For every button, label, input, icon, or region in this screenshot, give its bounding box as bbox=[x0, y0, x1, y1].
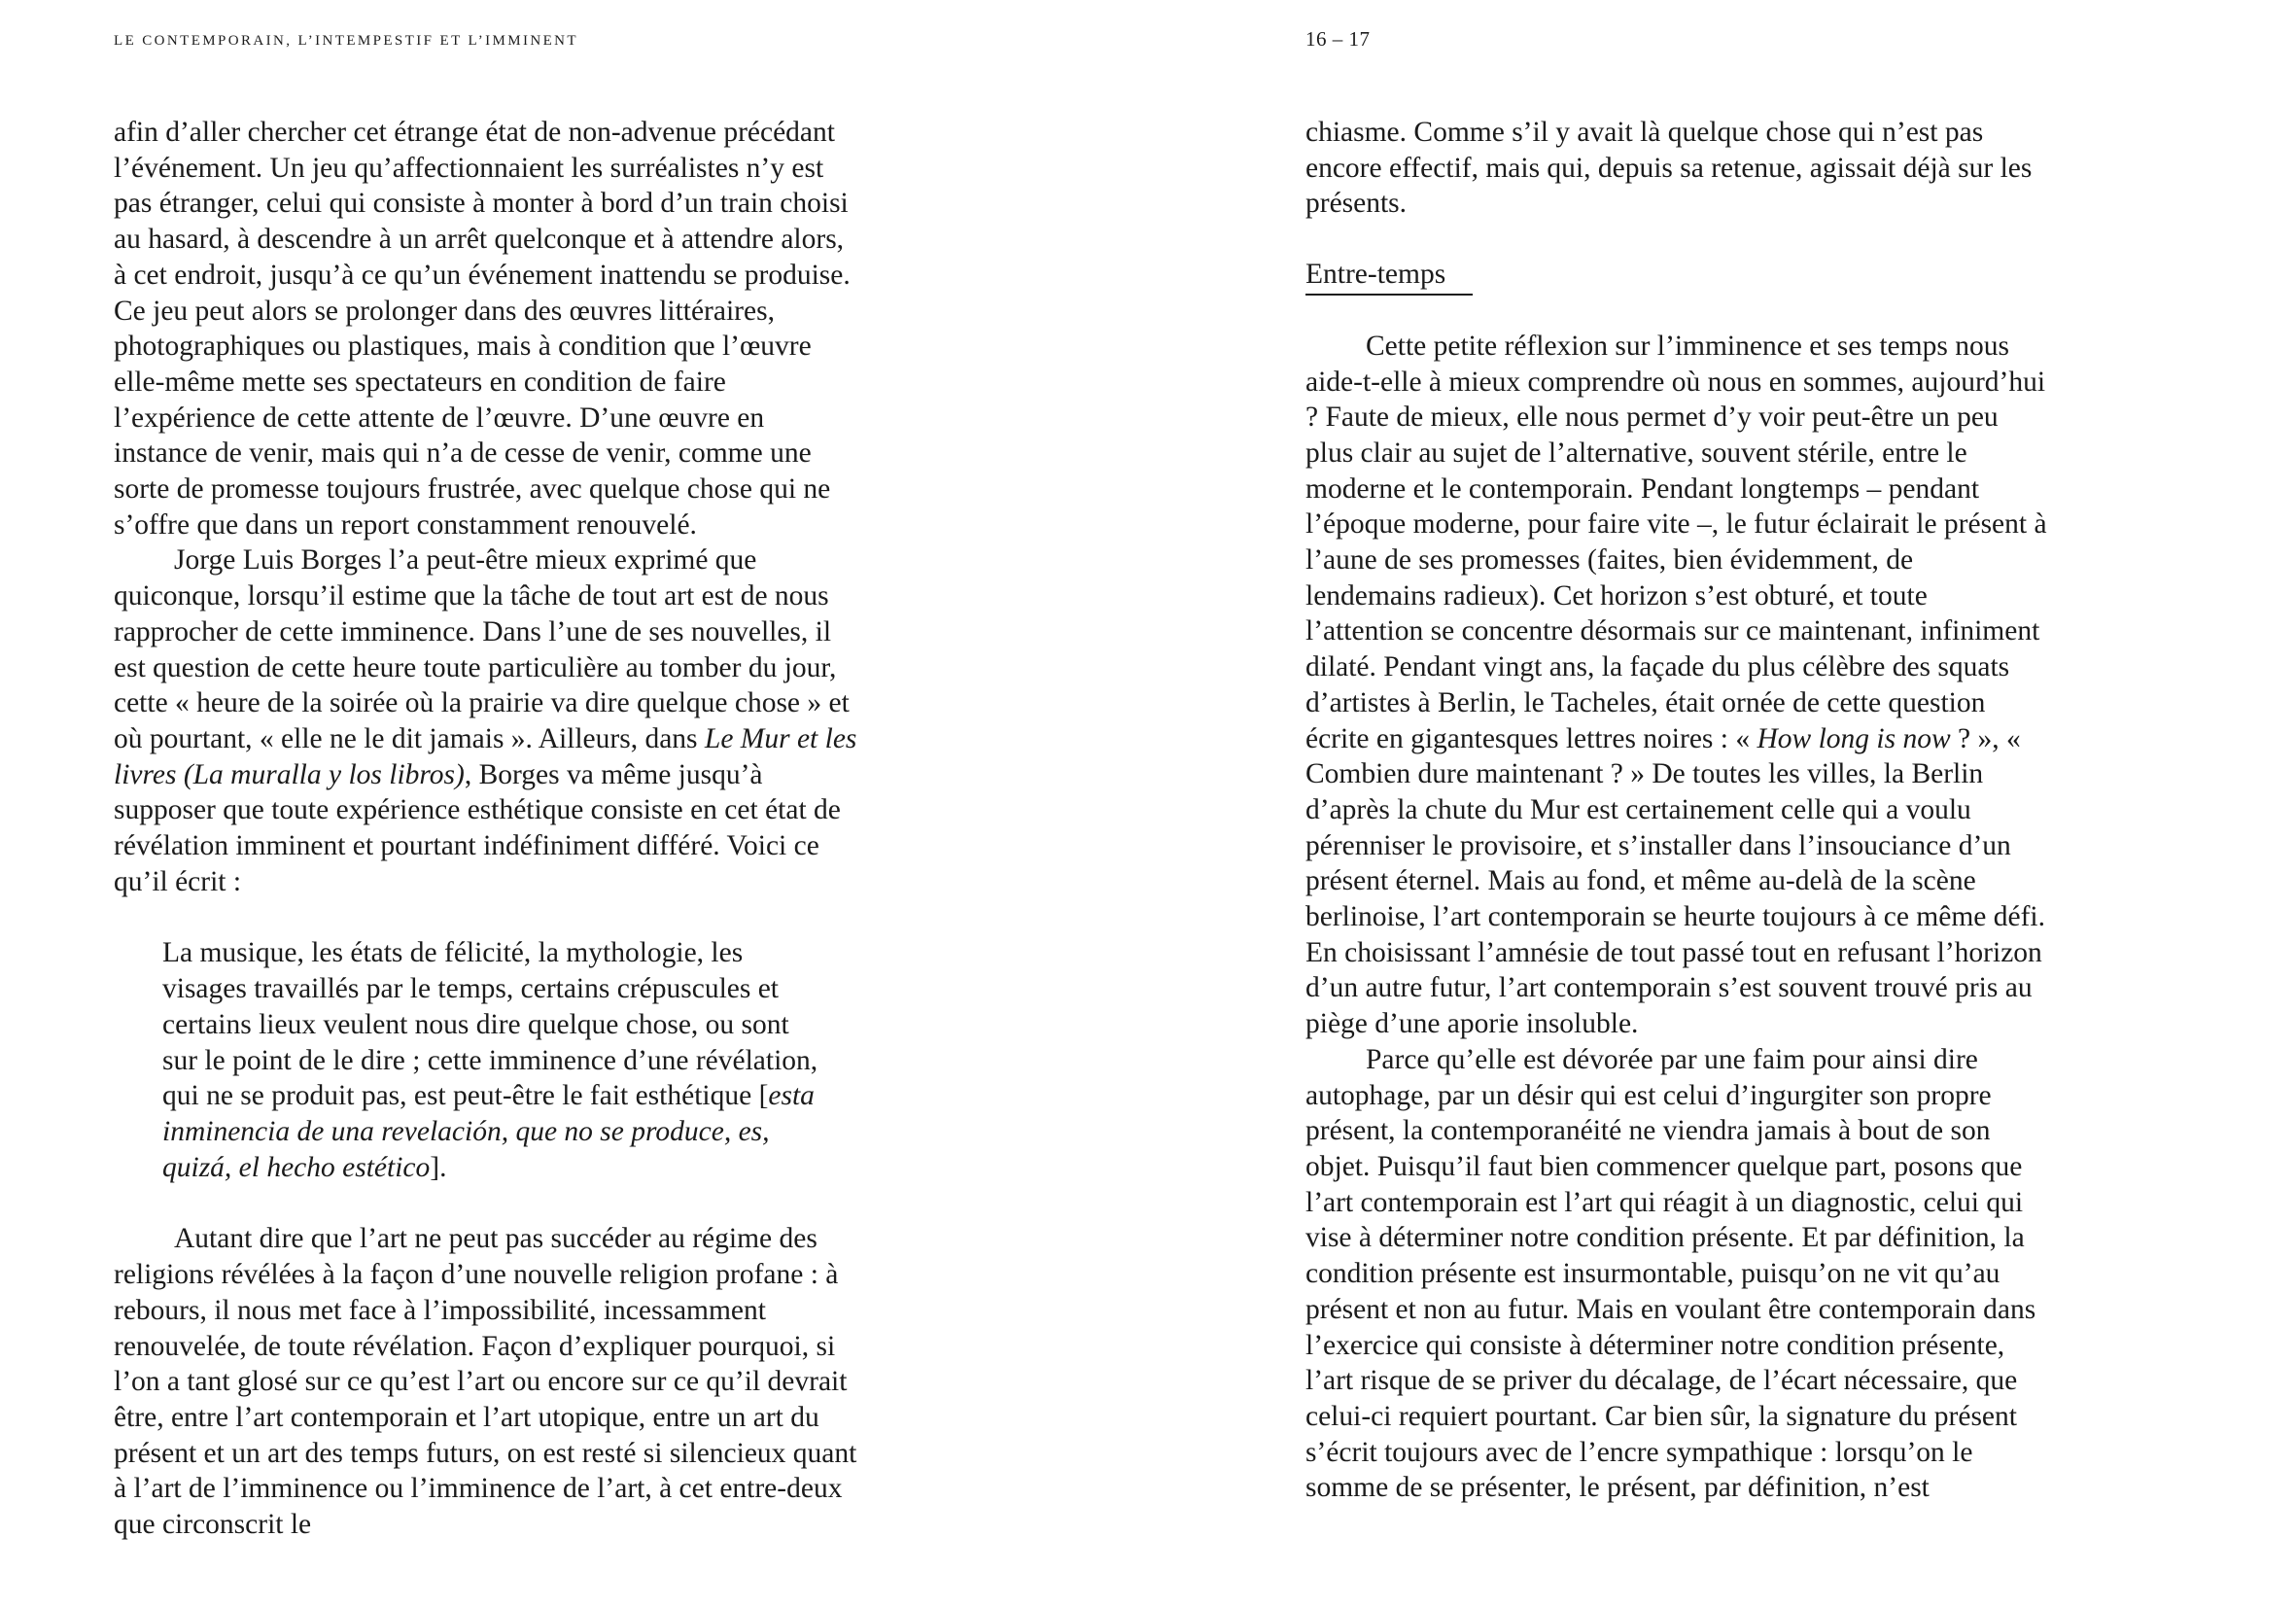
paragraph bbox=[114, 542, 858, 899]
running-title: LE CONTEMPORAIN, L’INTEMPESTIF ET L’IMMINENT bbox=[114, 33, 578, 49]
body-text: La musique, les états de félicité, la mythologie, les visages travaillés par le temps, certains crépuscules et certains lieux veulent nous dire quelque chose, ou sont sur le point de le dire ; cette imminence d’une révélation, qui ne se produit pas, est peut-être le fait esthétique [ bbox=[162, 937, 818, 1112]
body-text: chiasme. Comme s’il y avait là quelque chose qui n’est pas encore effectif, mais qui, depuis sa retenue, agissait déjà sur les présents. bbox=[1305, 117, 2033, 220]
italic-text: esta inminencia de una revelación, que no se produce, es, quizá, el hecho estético bbox=[162, 1080, 815, 1183]
paragraph bbox=[114, 115, 858, 542]
body-text: Cette petite réflexion sur l’imminence et ses temps nous aide-t-elle à mieux comprendre où nous en sommes, aujourd’hui ? Faute de mieux, elle nous permet d’y voir peut-être un peu plus clair au sujet de l’alternative, souvent stérile, entre le moderne et le contemporain. Pendant longtemps – pendant l’époque moderne, pour faire vite –, le futur éclairait le présent à l’aune de ses promesses (faites, bien évidemment, de lendemains radieux). Cet horizon s’est obturé, et toute l’attention se concentre désormais sur ce maintenant, infiniment dilaté. Pendant vingt ans, la façade du plus célèbre des squats d’artistes à Berlin, le Tacheles, était ornée de cette question écrite en gigantesques lettres noires : « bbox=[1305, 330, 2047, 754]
block-quote bbox=[162, 935, 819, 1185]
left-page-column bbox=[114, 115, 858, 1543]
page-number: 16 – 17 bbox=[1305, 27, 1371, 51]
body-text: ]. bbox=[430, 1151, 447, 1183]
italic-text: How long is now bbox=[1757, 722, 1951, 754]
body-text: afin d’aller chercher cet étrange état de non-advenue précédant l’événement. Un jeu qu’affectionnaient les surréalistes n’y est pas étranger, celui qui consiste à monter à bord d’un train choisi au hasard, à descendre à un arrêt quelconque et à attendre alors, à cet endroit, jusqu’à ce qu’un événement inattendu se produise. Ce jeu peut alors se prolonger dans des œuvres littéraires, photographiques ou plastiques, mais à condition que l’œuvre elle-même mette ses spectateurs en condition de faire l’expérience de cette attente de l’œuvre. D’une œuvre en instance de venir, mais qui n’a de cesse de venir, comme une sorte de promesse toujours frustrée, avec quelque chose qui ne s’offre que dans un report constamment renouvelé. bbox=[114, 117, 851, 541]
body-text: Entre-temps bbox=[1305, 259, 1473, 296]
body-text: , Borges va même jusqu’à supposer que toute expérience esthétique consiste en cet état de révélation imminent et pourtant indéfiniment différé. Voici ce qu’il écrit : bbox=[114, 758, 841, 897]
italic-text: Le Mur et les livres (La muralla y los libros) bbox=[114, 722, 857, 790]
paragraph bbox=[1305, 329, 2050, 1042]
paragraph bbox=[114, 1221, 858, 1542]
body-text: Autant dire que l’art ne peut pas succéder au régime des religions révélées à la façon d’une nouvelle religion profane : à rebours, il nous met face à l’impossibilité, incessamment renouvelée, de toute révélation. Façon d’expliquer pourquoi, si l’on a tant glosé sur ce qu’est l’art ou encore sur ce qu’il devrait être, entre l’art contemporain et l’art utopique, entre un art du présent et un art des temps futurs, on est resté si silencieux quant à l’art de l’imminence ou l’imminence de l’art, à cet entre-deux que circonscrit le bbox=[114, 1223, 857, 1541]
body-text: Jorge Luis Borges l’a peut-être mieux exprimé que quiconque, lorsqu’il estime que la tâche de tout art est de nous rapprocher de cette imminence. Dans l’une de ses nouvelles, il est question de cette heure toute particulière au tomber du jour, cette « heure de la soirée où la prairie va dire quelque chose » et où pourtant, « elle ne le dit jamais ». Ailleurs, dans bbox=[114, 544, 850, 754]
right-page-column bbox=[1305, 115, 2050, 1506]
paragraph bbox=[1305, 1042, 2050, 1506]
section-heading bbox=[1305, 257, 2050, 293]
body-text: ? », « Combien dure maintenant ? » De toutes les villes, la Berlin d’après la chute du Mur est certainement celle qui a voulu pérenniser le provisoire, et s’installer dans l’insouciance d’un présent éternel. Mais au fond, et même au-delà de la scène berlinoise, l’art contemporain se heurte toujours à ce même défi. En choisissant l’amnésie de tout passé tout en refusant l’horizon d’un autre futur, l’art contemporain s’est souvent trouvé pris au piège d’une aporie insoluble. bbox=[1305, 722, 2045, 1040]
paragraph bbox=[1305, 115, 2050, 222]
body-text: Parce qu’elle est dévorée par une faim pour ainsi dire autophage, par un désir qui est celui d’ingurgiter son propre présent, la contemporanéité ne viendra jamais à bout de son objet. Puisqu’il faut bien commencer quelque part, posons que l’art contemporain est l’art qui réagit à un diagnostic, celui qui vise à déterminer notre condition présente. Et par définition, la condition présente est insurmontable, puisqu’on ne vit qu’au présent et non au futur. Mais en voulant être contemporain dans l’exercice qui consiste à déterminer notre condition présente, l’art risque de se priver du décalage, de l’écart nécessaire, que celui-ci requiert pourtant. Car bien sûr, la signature du présent s’écrit toujours avec de l’encre sympathique : lorsqu’on le somme de se présenter, le présent, par définition, n’est bbox=[1305, 1043, 2036, 1504]
